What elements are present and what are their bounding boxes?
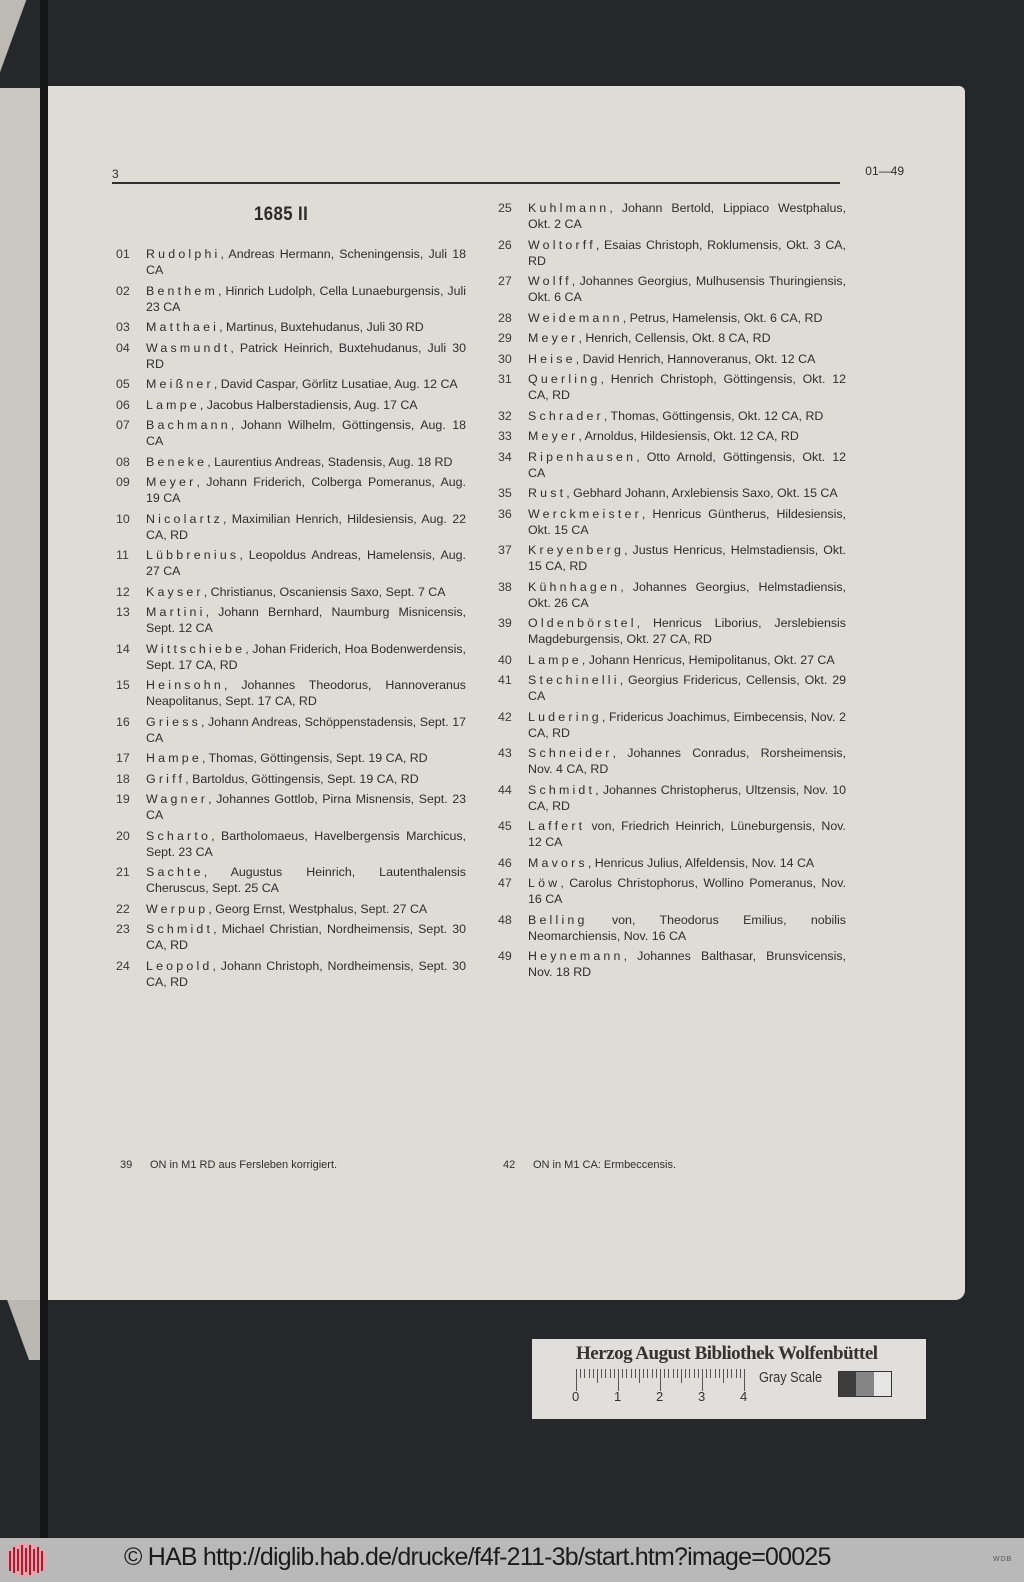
entry-surname: Mavors <box>528 855 588 870</box>
register-entry <box>116 454 466 470</box>
entry-details: , Otto Arnold, Göttingensis, Okt. 12 CA <box>528 449 846 480</box>
entry-number: 05 <box>116 377 130 391</box>
entry-details: , Esaias Christoph, Roklumensis, Okt. 3 CA, RD <box>528 237 846 268</box>
entry-details: , Johann Wilhelm, Göttingensis, Aug. 18 CA <box>146 418 466 448</box>
register-entry <box>116 474 466 506</box>
ruler-tick <box>593 1369 594 1378</box>
footnote <box>120 1159 337 1171</box>
register-entry <box>116 584 466 600</box>
ruler-tick <box>723 1369 724 1383</box>
entry-number: 18 <box>116 771 130 786</box>
footnote <box>503 1159 676 1171</box>
register-entry <box>498 449 846 481</box>
ruler-tick <box>618 1369 619 1391</box>
ruler-tick <box>689 1369 690 1378</box>
entry-number: 11 <box>116 548 129 562</box>
entry-number: 19 <box>116 792 130 806</box>
ruler-tick <box>731 1369 732 1378</box>
ruler-tick <box>584 1369 585 1378</box>
register-entry <box>116 376 466 392</box>
running-header <box>112 164 904 184</box>
entry-details: , Carolus Christophorus, Wollino Pomeranus, Nov. 16 CA <box>528 876 846 906</box>
entry-range: 01—49 <box>865 164 904 178</box>
ruler-tick <box>652 1369 653 1378</box>
register-entry <box>116 828 466 860</box>
register-entry <box>498 782 846 814</box>
entry-number: 46 <box>498 855 512 870</box>
entry-surname: Hampe <box>146 751 202 765</box>
ruler-tick <box>601 1369 602 1378</box>
entry-surname: Werpup <box>146 901 209 916</box>
register-entry <box>116 714 466 746</box>
ruler-label: 3 <box>698 1389 706 1404</box>
entry-number: 08 <box>116 454 130 469</box>
entry-surname: Woltorff <box>528 237 596 252</box>
register-entry <box>498 351 846 367</box>
entries-column-right <box>498 200 846 985</box>
entry-surname: Wolff <box>528 274 572 288</box>
entry-surname: Kuhlmann <box>528 201 610 215</box>
entry-number: 39 <box>498 616 512 630</box>
entry-details: , Johannes Balthasar, Brunsvicensis, Nov. 18 RD <box>528 949 846 979</box>
register-entry <box>498 615 846 647</box>
ruler-tick <box>740 1369 741 1378</box>
header-rule <box>112 182 840 184</box>
entry-details: , Johann Henricus, Hemipolitanus, Okt. 27 CA <box>581 652 835 667</box>
ruler-tick <box>702 1369 703 1391</box>
entry-number: 15 <box>116 678 130 692</box>
register-entry <box>116 340 466 372</box>
entry-surname: Heise <box>528 351 576 366</box>
copyright-url-link[interactable]: © HAB http://diglib.hab.de/drucke/f4f-211-3b/start.htm?image=00025 <box>124 1543 831 1571</box>
ruler-tick <box>715 1369 716 1378</box>
entry-details: , Johann Christoph, Nordheimensis, Sept. 30 CA, RD <box>146 958 466 989</box>
register-entry <box>116 864 466 896</box>
register-entry <box>116 246 466 278</box>
register-entry <box>498 875 846 907</box>
entry-number: 27 <box>498 274 512 288</box>
entry-surname: Griff <box>146 771 186 786</box>
entry-surname: Lampe <box>528 652 582 667</box>
entry-surname: Bachmann <box>146 418 231 432</box>
gray-swatch <box>874 1372 891 1396</box>
entry-surname: Oldenbörstel <box>528 616 637 630</box>
entry-details: , Henricus Julius, Alfeldensis, Nov. 14 CA <box>587 855 815 870</box>
ruler-tick <box>681 1369 682 1383</box>
entry-details: von, Friedrich Heinrich, Lüneburgensis, Nov. 12 CA <box>528 819 846 849</box>
entry-number: 16 <box>116 714 130 729</box>
ruler-tick <box>719 1369 720 1378</box>
entry-number: 28 <box>498 310 512 325</box>
entry-details: , Johannes Gottlob, Pirna Misnensis, Sept. 23 CA <box>146 792 466 822</box>
entry-surname: Kayser <box>146 584 204 599</box>
ruler-tick <box>706 1369 707 1378</box>
entry-details: , Johann Friderich, Colberga Pomeranus, Aug. 19 CA <box>146 475 466 505</box>
register-entry <box>116 750 466 766</box>
register-entry <box>498 408 846 424</box>
entry-number: 45 <box>498 819 512 833</box>
register-entry <box>498 652 846 668</box>
entry-number: 20 <box>116 828 130 843</box>
ruler-tick <box>727 1369 728 1378</box>
entry-number: 10 <box>116 511 130 526</box>
register-entry <box>116 901 466 917</box>
entry-number: 47 <box>498 876 512 890</box>
entry-details: , Henricus Liborius, Jerslebiensis Magdeburgensis, Okt. 27 CA, RD <box>528 616 846 646</box>
entry-surname: Laffert <box>528 819 586 833</box>
entry-surname: Stechinelli <box>528 673 620 687</box>
entry-surname: Werckmeister <box>528 506 642 521</box>
entry-surname: Nicolartz <box>146 511 223 526</box>
register-entry <box>498 672 846 704</box>
ruler-tick <box>635 1369 636 1378</box>
footnote-text: ON in M1 CA: Ermbeccensis. <box>533 1159 677 1171</box>
register-entry <box>116 791 466 823</box>
entry-surname: Weidemann <box>528 310 623 325</box>
entry-details: , Georg Ernst, Westphalus, Sept. 27 CA <box>208 901 428 916</box>
entry-number: 21 <box>116 865 130 879</box>
ruler-tick <box>664 1369 665 1378</box>
register-entry <box>116 604 466 636</box>
entry-number: 26 <box>498 237 512 252</box>
entry-number: 04 <box>116 340 130 355</box>
entry-surname: Rudolphi <box>146 247 221 261</box>
ruler-tick <box>694 1369 695 1378</box>
entry-details: , Leopoldus Andreas, Hamelensis, Aug. 27 CA <box>146 548 466 578</box>
entry-number: 38 <box>498 579 512 594</box>
ruler-tick <box>710 1369 711 1378</box>
entry-details: , David Henrich, Hannoveranus, Okt. 12 CA <box>575 351 816 366</box>
register-entry <box>498 855 846 871</box>
entry-details: , Petrus, Hamelensis, Okt. 6 CA, RD <box>622 310 823 325</box>
ruler-tick <box>639 1369 640 1383</box>
entry-number: 32 <box>498 408 512 423</box>
footnote-text: ON in M1 RD aus Fersleben korrigiert. <box>150 1159 338 1171</box>
register-entry <box>498 200 846 232</box>
entry-details: , Johann Bertold, Lippiaco Westphalus, Okt. 2 CA <box>528 201 846 231</box>
entry-details: , Jacobus Halberstadiensis, Aug. 17 CA <box>199 397 418 412</box>
register-entry <box>116 677 466 709</box>
entry-surname: Benthem <box>146 283 218 298</box>
entry-details: , Martinus, Buxtehudanus, Juli 30 RD <box>219 320 424 334</box>
gray-swatch <box>856 1372 873 1396</box>
ruler-label: 4 <box>740 1389 748 1404</box>
entry-surname: Beneke <box>146 454 208 469</box>
entry-details: , Fridericus Joachimus, Eimbecensis, Nov. 2 CA, RD <box>528 709 846 740</box>
entry-surname: Meyer <box>528 429 579 443</box>
entry-surname: Lübbrenius <box>146 548 240 562</box>
entry-number: 30 <box>498 351 512 366</box>
entry-number: 31 <box>498 372 512 386</box>
entry-surname: Heinsohn <box>146 678 224 692</box>
entry-number: 06 <box>116 397 130 412</box>
entry-details: , Bartoldus, Göttingensis, Sept. 19 CA, RD <box>185 771 419 786</box>
entry-number: 03 <box>116 320 130 334</box>
entry-details: , Johann Bernhard, Naumburg Misnicensis, Sept. 12 CA <box>146 605 466 635</box>
gray-scale-card <box>532 1339 926 1419</box>
entry-number: 25 <box>498 201 512 215</box>
register-entry <box>498 745 846 777</box>
entry-details: , David Caspar, Görlitz Lusatiae, Aug. 12 CA <box>213 377 458 391</box>
entry-surname: Wasmundt <box>146 340 231 355</box>
entry-details: , Johannes Theodorus, Hannoveranus Neapolitanus, Sept. 17 CA, RD <box>146 678 466 708</box>
entries-column-left <box>116 246 466 994</box>
viewer-footer-bar <box>0 1538 1024 1582</box>
entry-number: 42 <box>498 709 512 724</box>
entry-details: , Christianus, Oscaniensis Saxo, Sept. 7 CA <box>203 584 446 599</box>
register-entry <box>498 485 846 501</box>
entry-surname: Heynemann <box>528 949 624 963</box>
entry-details: , Johannes Conradus, Rorsheimensis, Nov. 4 CA, RD <box>528 746 846 776</box>
entry-number: 48 <box>498 912 512 927</box>
register-entry <box>116 283 466 315</box>
entry-number: 43 <box>498 746 512 760</box>
entry-number: 40 <box>498 652 512 667</box>
entry-surname: Rust <box>528 486 567 500</box>
entry-surname: Schrader <box>528 408 604 423</box>
ruler-tick <box>580 1369 581 1378</box>
entry-surname: Meyer <box>528 331 579 345</box>
ruler-tick <box>668 1369 669 1378</box>
entry-number: 23 <box>116 922 130 936</box>
ruler-tick <box>656 1369 657 1378</box>
register-entry <box>498 948 846 980</box>
ruler-tick <box>610 1369 611 1378</box>
register-entry <box>498 371 846 403</box>
entry-surname: Martini <box>146 605 206 619</box>
ruler-tick <box>631 1369 632 1378</box>
entry-details: , Johann Andreas, Schöppenstadensis, Sept. 17 CA <box>146 714 466 745</box>
entry-surname: Kühnhagen <box>528 579 621 594</box>
register-entry <box>498 273 846 305</box>
ruler-tick <box>614 1369 615 1378</box>
register-entry <box>116 771 466 787</box>
ruler-tick <box>605 1369 606 1378</box>
ruler-tick <box>736 1369 737 1378</box>
entry-number: 01 <box>116 247 130 261</box>
entry-surname: Schneider <box>528 746 613 760</box>
entry-details: , Maximilian Henrich, Hildesiensis, Aug. 22 CA, RD <box>146 511 466 542</box>
register-entry <box>498 310 846 326</box>
ruler-tick <box>576 1369 577 1391</box>
section-heading: 1685 II <box>254 204 309 225</box>
entry-details: , Andreas Hermann, Scheningensis, Juli 18 CA <box>146 247 466 277</box>
entry-surname: Scharto <box>146 828 212 843</box>
footnote-number: 39 <box>120 1159 133 1171</box>
entry-details: , Henricus Güntherus, Hildesiensis, Okt. 15 CA <box>528 506 846 537</box>
register-entry <box>116 641 466 673</box>
ruler-tick <box>626 1369 627 1378</box>
facing-page-edge <box>0 88 42 1300</box>
entry-surname: Sachte <box>146 865 204 879</box>
register-entry <box>498 506 846 538</box>
entry-number: 49 <box>498 949 512 963</box>
entry-number: 37 <box>498 543 512 557</box>
entry-number: 09 <box>116 475 130 489</box>
entry-number: 24 <box>116 958 130 973</box>
entry-surname: Querling <box>528 372 601 386</box>
entry-number: 33 <box>498 429 512 443</box>
gray-swatch <box>839 1372 856 1396</box>
register-entry <box>498 237 846 269</box>
register-entry <box>498 709 846 741</box>
entry-details: , Bartholomaeus, Havelbergensis Marchicus, Sept. 23 CA <box>146 828 466 859</box>
entry-surname: Griess <box>146 714 201 729</box>
register-entry <box>116 397 466 413</box>
entry-surname: Belling <box>528 912 588 927</box>
ruler-label: 1 <box>614 1389 622 1404</box>
entry-details: , Thomas, Göttingensis, Okt. 12 CA, RD <box>603 408 824 423</box>
gray-scale-label: Gray Scale <box>759 1369 823 1386</box>
entry-details: , Arnoldus, Hildesiensis, Okt. 12 CA, RD <box>578 429 799 443</box>
entry-number: 36 <box>498 506 512 521</box>
register-entry <box>498 330 846 346</box>
entry-surname: Schmidt <box>146 922 214 936</box>
register-entry <box>116 417 466 449</box>
ruler-tick <box>744 1369 745 1391</box>
entry-surname: Schmidt <box>528 782 596 797</box>
register-entry <box>498 912 846 944</box>
entry-details: , Justus Henricus, Helmstadiensis, Okt. 15 CA, RD <box>528 543 846 573</box>
entry-details: , Johannes Georgius, Mulhusensis Thuringiensis, Okt. 6 CA <box>528 274 846 304</box>
document-page <box>48 86 965 1300</box>
register-entry <box>498 579 846 611</box>
entry-details: , Gebhard Johann, Arxlebiensis Saxo, Okt. 15 CA <box>566 486 838 500</box>
footnote-number: 42 <box>503 1159 516 1171</box>
entry-number: 34 <box>498 449 512 464</box>
entry-number: 12 <box>116 584 130 599</box>
ruler-label: 0 <box>572 1389 580 1404</box>
entry-surname: Kreyenberg <box>528 543 625 557</box>
entry-surname: Wittschiebe <box>146 641 246 656</box>
ruler-tick <box>660 1369 661 1391</box>
book-spine <box>40 0 48 1538</box>
entry-details: von, Theodorus Emilius, nobilis Neomarchiensis, Nov. 16 CA <box>528 912 846 943</box>
entry-details: , Johannes Christopherus, Ultzensis, Nov. 10 CA, RD <box>528 782 846 813</box>
entry-surname: Löw <box>528 876 561 890</box>
entry-number: 35 <box>498 486 512 500</box>
register-entry <box>498 542 846 574</box>
ruler-tick <box>622 1369 623 1378</box>
entry-number: 02 <box>116 283 130 298</box>
hab-logo-icon <box>4 1542 46 1578</box>
entry-details: , Augustus Heinrich, Lautenthalensis Cheruscus, Sept. 25 CA <box>146 865 466 895</box>
entry-number: 07 <box>116 418 130 432</box>
entry-details: , Henrich, Cellensis, Okt. 8 CA, RD <box>578 331 771 345</box>
entry-number: 22 <box>116 901 130 916</box>
entry-number: 41 <box>498 673 512 687</box>
library-name: Herzog August Bibliothek Wolfenbüttel <box>576 1343 878 1364</box>
entry-details: , Laurentius Andreas, Stadensis, Aug. 18 RD <box>207 454 453 469</box>
ruler-tick <box>698 1369 699 1378</box>
entry-surname: Wagner <box>146 792 209 806</box>
entry-surname: Leopold <box>146 958 213 973</box>
ruler-label: 2 <box>656 1389 664 1404</box>
entry-surname: Meißner <box>146 377 214 391</box>
ruler-tick <box>589 1369 590 1378</box>
ruler-tick <box>677 1369 678 1378</box>
entry-surname: Ripenhausen <box>528 449 637 464</box>
entry-number: 29 <box>498 331 512 345</box>
entry-number: 44 <box>498 782 512 797</box>
entry-surname: Lampe <box>146 397 200 412</box>
entry-details: , Johan Friderich, Hoa Bodenwerdensis, Sept. 17 CA, RD <box>146 641 466 672</box>
wdb-badge: WDB <box>993 1556 1013 1563</box>
entry-details: , Hinrich Ludolph, Cella Lunaeburgensis, Juli 23 CA <box>146 283 466 314</box>
page-number: 3 <box>112 167 119 181</box>
register-entry <box>498 818 846 850</box>
entry-details: , Henrich Christoph, Göttingensis, Okt. 12 CA, RD <box>528 372 846 402</box>
register-entry <box>498 428 846 444</box>
gray-scale-swatch <box>838 1371 892 1397</box>
entry-number: 14 <box>116 641 130 656</box>
register-entry <box>116 921 466 953</box>
register-entry <box>116 319 466 335</box>
entry-details: , Patrick Heinrich, Buxtehudanus, Juli 30 RD <box>146 340 466 371</box>
entry-number: 13 <box>116 605 130 619</box>
ruler-tick <box>685 1369 686 1378</box>
register-entry <box>116 547 466 579</box>
ruler-tick <box>597 1369 598 1383</box>
register-entry <box>116 511 466 543</box>
entry-details: , Michael Christian, Nordheimensis, Sept. 30 CA, RD <box>146 922 466 952</box>
ruler-tick <box>643 1369 644 1378</box>
facing-page-edge-bottom <box>0 1300 42 1360</box>
entry-details: , Johannes Georgius, Helmstadiensis, Okt. 26 CA <box>528 579 846 610</box>
entry-surname: Ludering <box>528 709 602 724</box>
register-entry <box>116 958 466 990</box>
facing-page-edge-top <box>0 0 42 88</box>
entry-details: , Thomas, Göttingensis, Sept. 19 CA, RD <box>201 751 428 765</box>
entry-surname: Matthaei <box>146 320 220 334</box>
entry-number: 17 <box>116 751 130 765</box>
entry-surname: Meyer <box>146 475 197 489</box>
ruler-tick <box>673 1369 674 1378</box>
ruler-tick <box>647 1369 648 1378</box>
entry-details: , Georgius Fridericus, Cellensis, Okt. 29 CA <box>528 673 846 703</box>
